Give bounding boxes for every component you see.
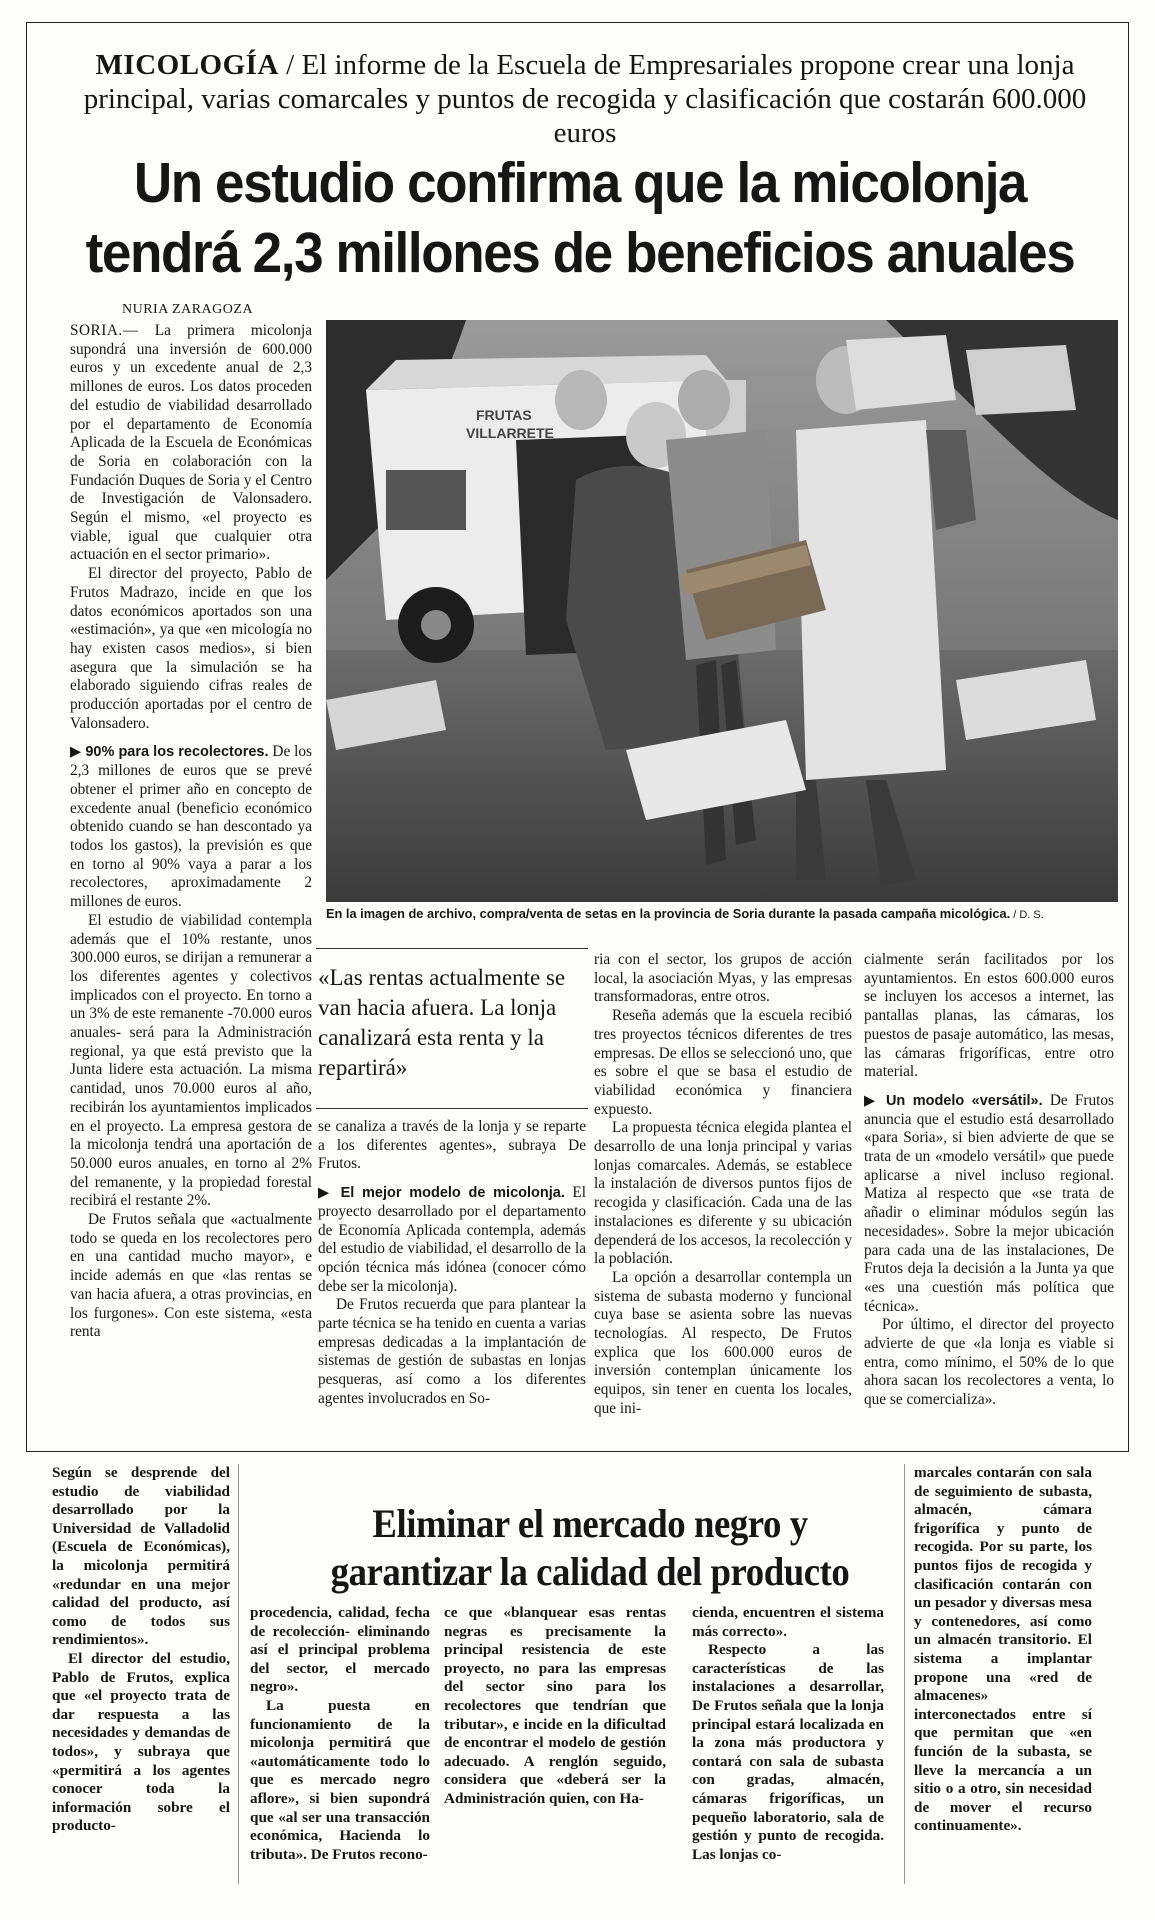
article-kicker: [60, 48, 1110, 150]
paragraph: cialmente serán facilitados por los ayuntamientos. En estos 600.000 euros se incluyen los accesos a internet, las pantallas planas, las cámaras, los puestos de pasaje automático, las mesas, las cámaras frigoríficas, entre otro material.: [864, 951, 1114, 1081]
sidebar-column-3: [444, 1604, 666, 1809]
page-title: [78, 148, 1082, 288]
paragraph: La puesta en funcionamiento de la micolonja permitirá que «automáticamente todo lo que es mercado negro aflore», si bien supondrá que «al ser una transacción económica, Hacienda lo tributa». De Frutos recono-: [250, 1696, 430, 1863]
headline-line-2: tendrá 2,3 millones de beneficios anuales: [85, 221, 1075, 285]
paragraph-text: De los 2,3 millones de euros que se prevé obtener el primer año en concepto de excedente anual (beneficio económico obtenido cuando se han descontado ya todos los gastos), la previsión es que en torno al 90% vaya a parar a los recolectores, aproximadamente 2 millones de euros.: [70, 743, 312, 911]
paragraph: marcales contarán con sala de seguimiento de subasta, almacén, cámara frigorífica y punto de recogida. Por su parte, los puntos fijos de recogida y clasificación contarán con un pesador y diversas mesa y contenedores, así como un almacén transitorio. El sistema a implantar propone una «red de almacenes» interconectados entre sí que permitan que «en función de la subasta, se lleve la mercancía a un sitio o a otro, sin necesidad de mover el recurso continuamente».: [914, 1464, 1092, 1835]
article-column-3: [594, 951, 852, 1419]
photo-caption: [326, 906, 1118, 923]
paragraph: La opción a desarrollar contempla un sistema de subasta moderno y funcional cuya base se asienta sobre las nuevas tecnologías. Al respecto, De Frutos explica que los 600.000 euros de inversión contemplan únicamente los equipos, sin tener en cuenta los locales, que ini-: [594, 1268, 852, 1417]
van-sign-1: FRUTAS: [476, 407, 532, 423]
pull-quote-rule-bottom: [316, 1108, 588, 1109]
paragraph: El director del proyecto, Pablo de Frutos Madrazo, incide en que los datos económicos aportados son una «estimación», ya que «en micología no hay existen casos medios», si bien asegura que la simulación se ha elaborado siguiendo cifras reales de producción aportadas por el centro de Valonsadero.: [70, 565, 312, 732]
subhead: ▶ 90% para los recolectores.: [70, 744, 269, 761]
paragraph: se canaliza a través de la lonja y se reparte a los diferentes agentes», subraya De Frutos.: [318, 1118, 586, 1173]
paragraph: ce que «blanquear esas rentas negras es precisamente la principal resistencia de este proyecto, no para las empresas del sector sino para los recolectores que tendrían que tributar», e incide en la dificultad de encontrar el modelo de gestión adecuado. A renglón seguido, considera que «deberá ser la Administración quien, con Ha-: [444, 1604, 666, 1807]
paragraph: Según se desprende del estudio de viabilidad desarrollado por la Universidad de Valladolid (Escuela de Económicas), la micolonja permitirá «redundar en una mejor calidad del producto, así como de todos sus rendimientos».: [52, 1464, 230, 1649]
paragraph: El director del estudio, Pablo de Frutos, explica que «el proyecto trata de dar respuesta a las necesidades y demandas de todos», y subraya que «permitirá a los agentes conocer toda la información sobre el producto-: [52, 1649, 230, 1835]
photo-credit: / D. S.: [1010, 909, 1044, 921]
paragraph: [864, 1092, 1114, 1316]
paragraph: De Frutos recuerda que para plantear la parte técnica se ha tenido en cuenta a varias empresas dedicadas a la implantación de sistemas de gestión de subastas en lonjas pesqueras, así como a los diferentes agentes involucrados en So-: [318, 1296, 586, 1407]
dateline: SORIA.—: [70, 322, 139, 339]
pull-quote-rule-top: [316, 948, 588, 949]
sidebar-headline: [268, 1500, 912, 1596]
van-sign-2: VILLARRETE: [466, 425, 554, 441]
article-column-1: [70, 322, 312, 1342]
paragraph: cienda, encuentren el sistema más correcto».: [692, 1604, 884, 1640]
sidebar-column-1: [52, 1464, 230, 1836]
paragraph: ria con el sector, los grupos de acción local, la asociación Myas, y las empresas transformadoras, entre otros.: [594, 951, 852, 1006]
paragraph: [70, 322, 312, 565]
paragraph: De Frutos señala que «actualmente todo se queda en los recolectores pero en una cantidad mucho mayor», e incide además en que «las rentas se van hacia afuera, a otras provincias, en los furgones». Con este sistema, «esta renta: [70, 1211, 312, 1341]
sidebar-headline-line-1: Eliminar el mercado negro y: [372, 1501, 808, 1546]
sidebar-headline-line-2: garantizar la calidad del producto: [330, 1549, 850, 1594]
paragraph: La propuesta técnica elegida plantea el desarrollo de una lonja principal y varias lonjas comarcales. Además, se establece la instalación de diversos puntos fijos de recogida y clasificación. Cada una de las instalaciones es diferente y su ubicación dependerá de los accesos, la recolección y la población.: [594, 1119, 852, 1268]
mushroom-market-photo: [326, 320, 1118, 902]
paragraph: Respecto a las características de las instalaciones a desarrollar, De Frutos señala que la lonja principal estará localizada en la zona más productora y contará con sala de subasta con gradas, almacén, cámaras frigoríficas, un pequeño laboratorio, sala de gestión y punto de recogida. Las lonjas co-: [692, 1641, 884, 1863]
sidebar-column-4: [692, 1604, 884, 1864]
byline: NURIA ZARAGOZA: [122, 302, 254, 317]
subhead: ▶ Un modelo «versátil».: [864, 1092, 1043, 1109]
paragraph: [318, 1184, 586, 1296]
column-divider: [904, 1464, 905, 1884]
column-divider: [238, 1464, 239, 1884]
sidebar-column-5: [914, 1464, 1092, 1836]
section-tag: MICOLOGÍA: [95, 49, 279, 81]
paragraph: [70, 743, 312, 911]
paragraph-text: El proyecto desarrollado por el departamento de Economía Aplicada contempla, además del estudio de viabilidad, el desarrollo de la opción técnica más idónea (conocer cómo debe ser la micolonja).: [318, 1184, 586, 1295]
article-column-2: [318, 1118, 586, 1409]
paragraph: Reseña además que la escuela recibió tres proyectos técnicos diferentes de tres empresas. De ellos se seleccionó uno, que es sobre el que se basa el estudio de viabilidad económica y financiera expuesto.: [594, 1007, 852, 1118]
article-column-4: [864, 951, 1114, 1410]
caption-text: En la imagen de archivo, compra/venta de setas en la provincia de Soria durante la pasada campaña micológica.: [326, 906, 1011, 921]
subhead: ▶ El mejor modelo de micolonja.: [318, 1185, 565, 1202]
headline-line-1: Un estudio confirma que la micolonja: [133, 151, 1027, 215]
kicker-text: El informe de la Escuela de Empresariales propone crear una lonja principal, varias comarcales y puntos de recogida y clasificación que costarán 600.000 euros: [83, 49, 1087, 149]
paragraph: procedencia, calidad, fecha de recolección- eliminando así el principal problema del sector, el mercado negro».: [250, 1604, 430, 1696]
sidebar-column-2: [250, 1604, 430, 1864]
paragraph: El estudio de viabilidad contempla además que el 10% restante, unos 300.000 euros, se dirijan a remunerar a los diferentes agentes y colectivos implicados con el proyecto. En torno a un 3% de este remanente -70.000 euros anuales- será para la Administración regional, ya que está previsto que la Junta lidere esta actuación. La misma cantidad, unos 70.000 euros al año, recibirán los ayuntamientos implicados en el proyecto. La empresa gestora de la micolonja tendrá una aportación de 50.000 euros anuales, en torno al 2% del remanente, y la propiedad forestal recibirá el restante 2%.: [70, 911, 312, 1210]
paragraph-text: La primera micolonja supondrá una inversión de 600.000 euros y un excedente anual de 2,3 millones de euros. Los datos proceden del estudio de viabilidad desarrollado por el departamento de Economía Aplicada de la Escuela de Económicas de Soria en colaboración con la Fundación Duques de Soria y el Centro de Investigación de Valonsadero. Según el mismo, «el proyecto es viable, igual que cualquier otra actuación en el sector primario».: [70, 322, 312, 564]
kicker-separator: /: [278, 49, 302, 81]
article-photo: [326, 320, 1118, 902]
paragraph: Por último, el director del proyecto advierte de que «la lonja es viable si entra, como mínimo, el 50% de lo que ahora sacan los recolectores a venta, lo que se comercializa».: [864, 1316, 1114, 1409]
paragraph-text: De Frutos anuncia que el estudio está desarrollado «para Soria», si bien advierte de que se trata de un «modelo versátil» que puede aplicarse a nivel incluso regional. Matiza al respecto que «se trata de añadir o eliminar módulos según las necesidades». Sobre la mejor ubicación para cada una de las instalaciones, De Frutos deja la decisión a la Junta ya que «es una cuestión más política que técnica».: [864, 1091, 1114, 1315]
pull-quote: «Las rentas actualmente se van hacia afuera. La lonja canalizará esta renta y la repartirá»: [318, 965, 566, 1080]
